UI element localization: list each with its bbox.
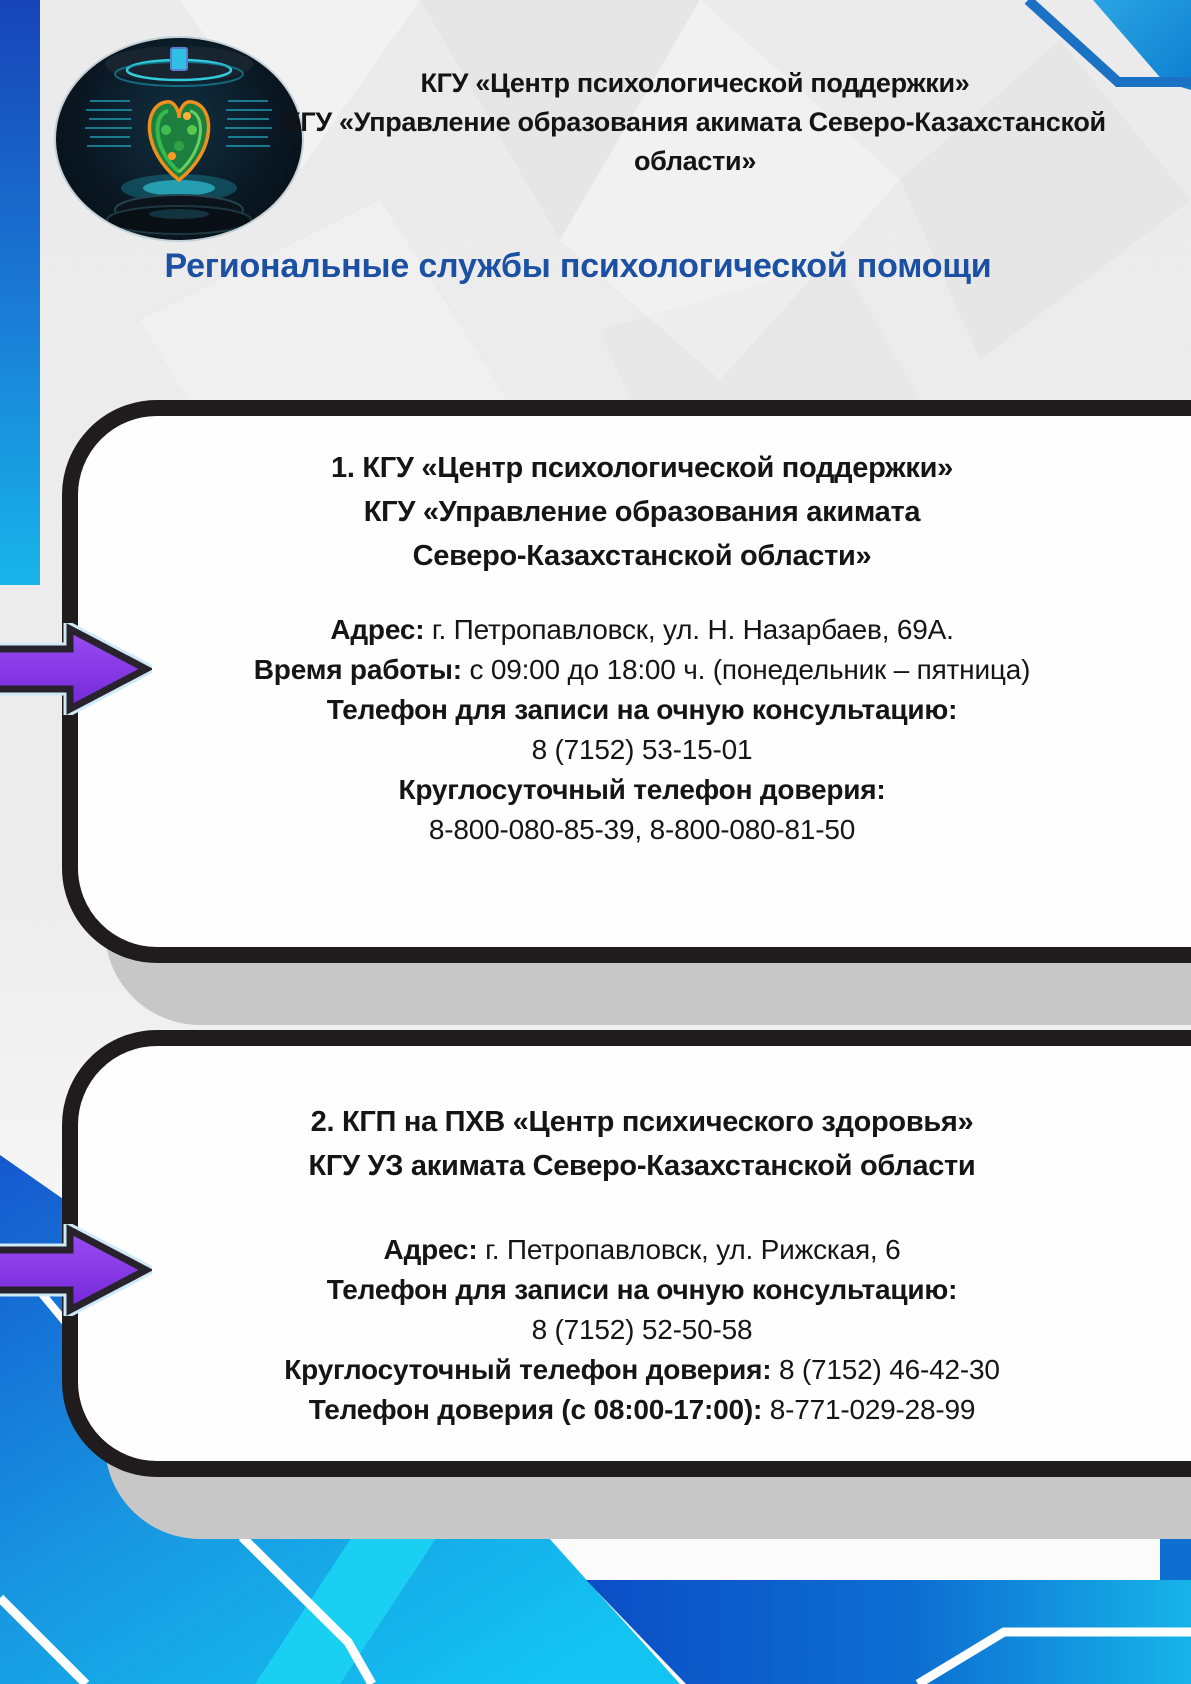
card-title-line: КГУ «Управление образования акимата [363, 496, 921, 528]
contact-line [78, 810, 1191, 850]
contact-line [78, 770, 1191, 810]
org-title-line: КГУ «Управление образования акимата Северо-Казахстанской области» [284, 107, 1106, 176]
card-title-line: 2. КГП на ПХВ «Центр психического здоровья» [310, 1106, 974, 1138]
contact-label: Телефон для записи на очную консультацию: [326, 1274, 958, 1305]
hologram-heart-icon [56, 38, 302, 240]
contact-value: г. Петропавловск, ул. Рижская, 6 [485, 1234, 901, 1265]
contact-line [78, 1390, 1191, 1430]
contact-label: Телефон доверия (с 08:00-17:00): [308, 1394, 763, 1425]
contact-value: с 09:00 до 18:00 ч. (понедельник – пятница) [469, 654, 1031, 685]
contact-label: Время работы: [253, 654, 462, 685]
contact-label: Круглосуточный телефон доверия: [398, 774, 886, 805]
contact-value: г. Петропавловск, ул. Н. Назарбаев, 69А. [431, 614, 954, 645]
contact-label: Адрес: [330, 614, 425, 645]
arrow-marker-2 [0, 1224, 152, 1316]
contact-label: Круглосуточный телефон доверия: [284, 1354, 772, 1385]
contact-line [78, 1270, 1191, 1310]
org-title-line: КГУ «Центр психологической поддержки» [420, 68, 970, 98]
contact-line [78, 690, 1191, 730]
card-title-line: КГУ УЗ акимата Северо-Казахстанской области [308, 1150, 976, 1182]
contact-label: Адрес: [383, 1234, 478, 1265]
card-body [78, 610, 1191, 850]
contact-line [78, 1230, 1191, 1270]
contact-label: Телефон для записи на очную консультацию: [326, 694, 958, 725]
contact-value: 8 (7152) 53-15-01 [531, 734, 753, 765]
org-title [270, 64, 1120, 181]
contact-value: 8 (7152) 46-42-30 [778, 1354, 1000, 1385]
org-logo [56, 38, 302, 240]
contact-line [78, 650, 1191, 690]
card-title [78, 1100, 1191, 1188]
service-card-1 [62, 400, 1191, 963]
contact-line [78, 1310, 1191, 1350]
contact-line [78, 730, 1191, 770]
arrow-marker-1 [0, 623, 152, 715]
card-title-line: Северо-Казахстанской области» [412, 540, 872, 572]
contact-value: 8-771-029-28-99 [769, 1394, 976, 1425]
page-title: Региональные службы психологической помощи [164, 247, 992, 285]
contact-line [78, 1350, 1191, 1390]
card-body [78, 1230, 1191, 1430]
contact-value: 8 (7152) 52-50-58 [531, 1314, 753, 1345]
contact-line [78, 610, 1191, 650]
card-title-line: 1. КГУ «Центр психологической поддержки» [331, 452, 953, 484]
card-title [78, 446, 1191, 578]
service-card-2 [62, 1030, 1191, 1477]
contact-value: 8-800-080-85-39, 8-800-080-81-50 [428, 814, 856, 845]
left-accent-bar [0, 0, 40, 585]
